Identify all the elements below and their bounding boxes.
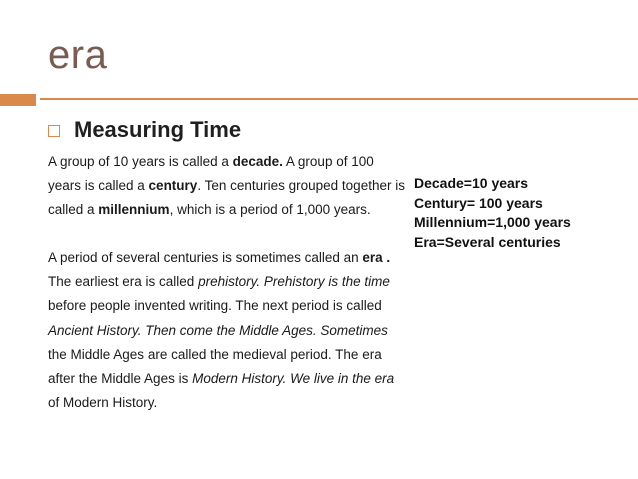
title-rule-line bbox=[40, 98, 638, 100]
bullet-box-icon bbox=[48, 125, 60, 137]
slide-title: era bbox=[48, 33, 108, 77]
summary-item: Century= 100 years bbox=[414, 194, 543, 211]
summary-box bbox=[414, 174, 571, 252]
p2-line1: A period of several centuries is sometimes called an era . bbox=[48, 250, 391, 265]
p2-line3: before people invented writing. The next period is called bbox=[48, 298, 382, 314]
p1-line2: years is called a century. Ten centuries grouped together is bbox=[48, 178, 405, 194]
p2-line2: The earliest era is called prehistory. Prehistory is the time bbox=[48, 274, 390, 290]
section-heading-text: Measuring Time bbox=[74, 117, 242, 142]
summary-item: Decade=10 years bbox=[414, 175, 529, 191]
p2-line4: Ancient History. Then come the Middle Ages. Sometimes bbox=[48, 322, 388, 338]
p2-line6: after the Middle Ages is Modern History. We live in the era bbox=[48, 371, 395, 387]
p2-line7: of Modern History. bbox=[48, 395, 158, 411]
p1-line3: called a millennium, which is a period of 1,000 years. bbox=[48, 202, 371, 218]
section-heading bbox=[48, 117, 241, 143]
p1-line1: A group of 10 years is called a decade. A group of 100 bbox=[48, 154, 374, 169]
p2-line5: the Middle Ages are called the medieval period. The era bbox=[48, 346, 382, 362]
title-rule-accent bbox=[0, 94, 36, 106]
summary-item: Era=Several centuries bbox=[414, 233, 561, 250]
paragraph-eras bbox=[48, 246, 394, 415]
paragraph-definitions bbox=[48, 150, 405, 223]
summary-item: Millennium=1,000 years bbox=[414, 214, 571, 230]
